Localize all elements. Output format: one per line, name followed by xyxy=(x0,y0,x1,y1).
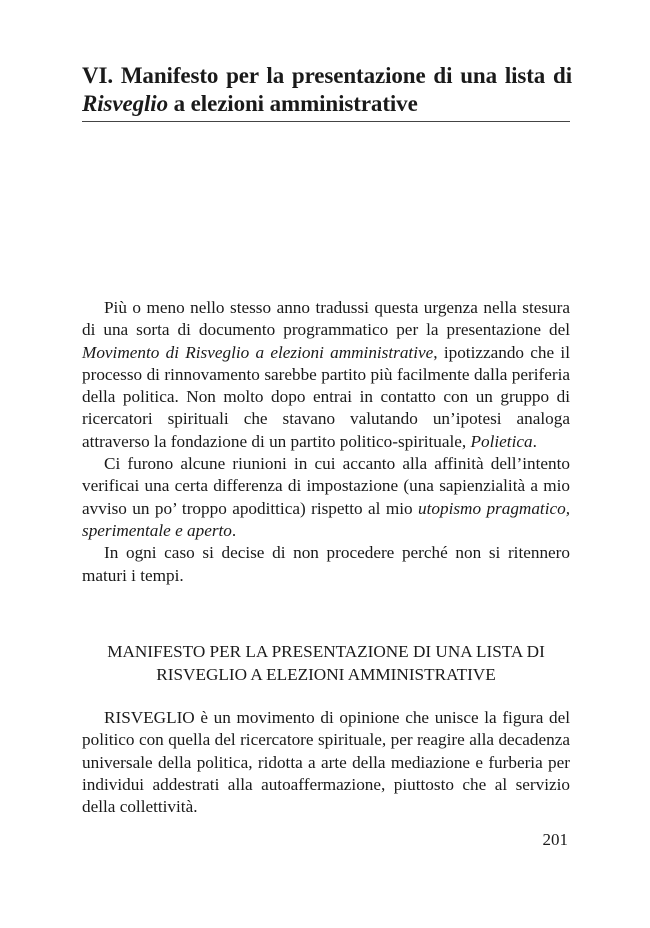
chapter-title-line2 xyxy=(82,90,572,118)
intro-p2-text-a: Ci furono alcune riunioni in cui accanto alla affinità dell’intento verificai una certa differenza di impostazione (una sapienzialità a mio avviso un po’ troppo apodittica) rispetto al mio xyxy=(82,454,570,518)
intro-p1-italic-2: Polietica xyxy=(470,431,533,451)
intro-p2-italic: utopismo pragmatico, sperimentale e aperto xyxy=(82,498,570,540)
manifesto-heading xyxy=(82,641,570,686)
intro-p2-text-b: . xyxy=(231,520,237,540)
manifesto-heading-line1: MANIFESTO PER LA PRESENTAZIONE DI UNA LISTA DI xyxy=(107,642,545,661)
chapter-title-italic: Risveglio xyxy=(82,91,168,116)
intro-p1-text-a: Più o meno nello stesso anno tradussi questa urgenza nella stesura di una sorta di documento programmatico per la presentazione del xyxy=(82,298,570,340)
chapter-title-line2-rest: a elezioni amministrative xyxy=(167,91,418,116)
title-rule xyxy=(82,121,570,122)
intro-p1-text-c: . xyxy=(532,431,537,451)
manifesto-heading-line2: RISVEGLIO A ELEZIONI AMMINISTRATIVE xyxy=(156,664,496,684)
intro-paragraph-2 xyxy=(82,453,570,542)
manifesto-section xyxy=(82,707,570,818)
chapter-title-line1: VI. Manifesto per la presentazione di una lista di xyxy=(82,63,572,88)
intro-p1-italic: Movimento di Risveglio a elezioni amministrative xyxy=(82,342,434,362)
page-number: 201 xyxy=(542,830,568,849)
intro-p1-text-b: , ipotizzando che il processo di rinnovamento sarebbe partito più facilmente dalla periferia della politica. Non molto dopo entrai in contatto con un gruppo di ricercatori spirituali che stavano valutando un’ipotesi analoga attraverso la fondazione di un partito politico-spirituale, xyxy=(82,342,570,451)
intro-section xyxy=(82,297,570,587)
manifesto-paragraph-1: RISVEGLIO è un movimento di opinione che unisce la figura del politico con quella del ricercatore spirituale, per reagire alla decadenza universale della politica, ridotta a arte della mediazione e furberia per individui addestrati alla autoaffermazione, piuttosto che al servizio della collettività. xyxy=(82,708,570,817)
intro-paragraph-1 xyxy=(82,297,570,453)
intro-paragraph-3: In ogni caso si decise di non procedere perché non si ritennero maturi i tempi. xyxy=(82,543,570,585)
chapter-title xyxy=(82,62,572,118)
